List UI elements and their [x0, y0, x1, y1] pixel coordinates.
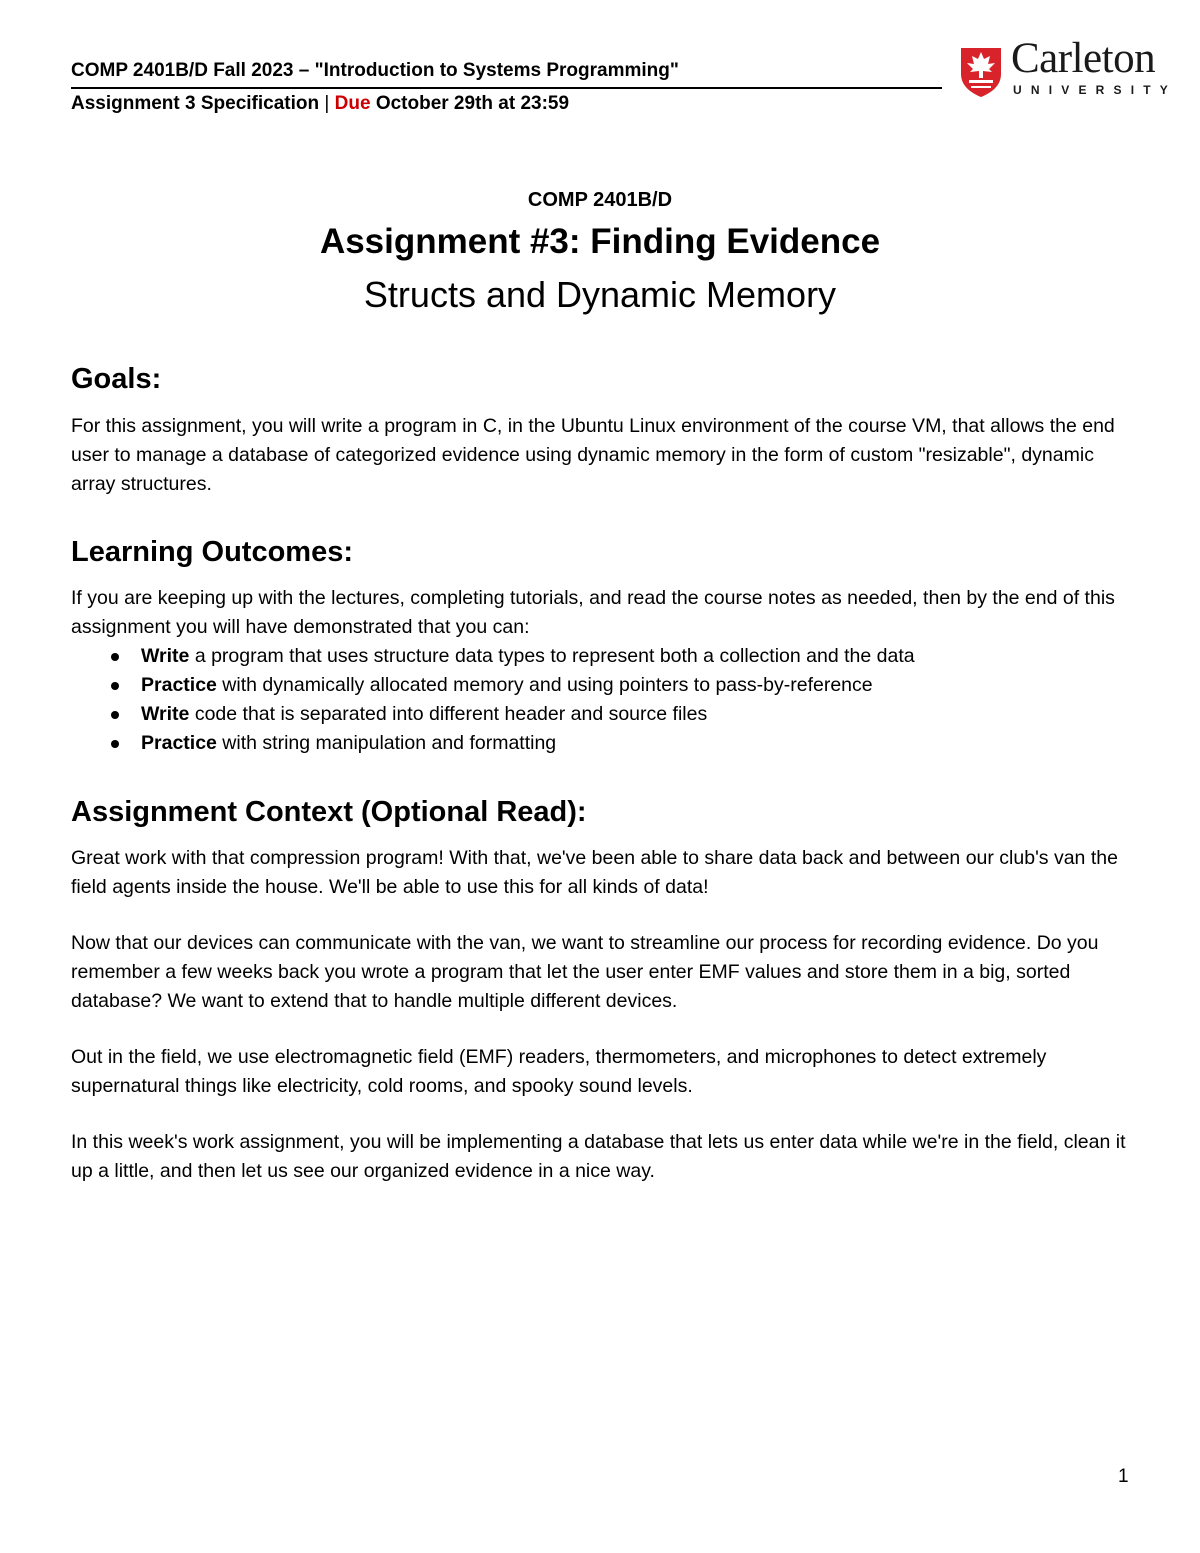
goals-section [71, 361, 1131, 499]
list-item: Write a program that uses structure data types to represent both a collection and the data [71, 642, 1131, 671]
context-paragraph: Great work with that compression program! With that, we've been able to share data back and between our club's van the field agents inside the house. We'll be able to use this for all kinds of data! [71, 847, 1118, 898]
assignment-subtitle: Structs and Dynamic Memory [363, 274, 837, 315]
assignment-due-line [71, 93, 569, 115]
page-number: 1 [1118, 1466, 1129, 1487]
context-heading: Assignment Context (Optional Read): [71, 796, 587, 828]
spec-label: Assignment 3 Specification [71, 93, 320, 114]
course-header-line: COMP 2401B/D Fall 2023 – "Introduction to Systems Programming" [71, 60, 679, 81]
assignment-title: Assignment #3: Finding Evidence [319, 222, 881, 261]
header-separator: | [324, 93, 330, 114]
learning-outcomes-list [71, 642, 1131, 758]
list-item: Practice with dynamically allocated memory and using pointers to pass-by-reference [71, 671, 1131, 700]
due-date: October 29th at 23:59 [375, 93, 570, 114]
learning-outcomes-intro: If you are keeping up with the lectures, completing tutorials, and read the course notes as needed, then by the end of this assignment you will have demonstrated that you can: [71, 587, 1115, 638]
logo-subtitle: UNIVERSITY [1013, 83, 1178, 97]
page-header [71, 35, 1178, 126]
context-paragraph: Now that our devices can communicate with the van, we want to streamline our process for recording evidence. Do you remember a few weeks back you wrote a program that let the user enter EMF values and store them in a big, sorted database? We want to extend that to handle multiple different devices. [71, 932, 1099, 1012]
list-item: Practice with string manipulation and formatting [71, 729, 1131, 758]
bullet-icon [111, 653, 119, 661]
carleton-logo [957, 35, 1178, 108]
course-code: COMP 2401B/D [527, 189, 673, 211]
goals-body: For this assignment, you will write a program in C, in the Ubuntu Linux environment of the course VM, that allows the end user to manage a database of categorized evidence using dynamic memory in the form of custom "resizable", dynamic array structures. [71, 415, 1115, 495]
goals-heading: Goals: [71, 363, 162, 395]
context-paragraph: Out in the field, we use electromagnetic field (EMF) readers, thermometers, and microphones to detect extremely supernatural things like electricity, cold rooms, and spooky sound levels. [71, 1046, 1047, 1097]
context-section [71, 794, 1131, 1186]
learning-outcomes-section [71, 534, 1131, 758]
due-label: Due [334, 93, 371, 114]
learning-outcomes-heading: Learning Outcomes: [71, 536, 353, 568]
bullet-icon [111, 682, 119, 690]
context-paragraph: In this week's work assignment, you will be implementing a database that lets us enter data while we're in the field, clean it up a little, and then let us see our organized evidence in a nice way. [71, 1131, 1126, 1182]
shield-icon [959, 46, 1003, 98]
list-item: Write code that is separated into different header and source files [71, 700, 1131, 729]
logo-wordmark: Carleton [1011, 35, 1156, 82]
bullet-icon [111, 711, 119, 719]
bullet-icon [111, 740, 119, 748]
header-divider [71, 87, 942, 89]
